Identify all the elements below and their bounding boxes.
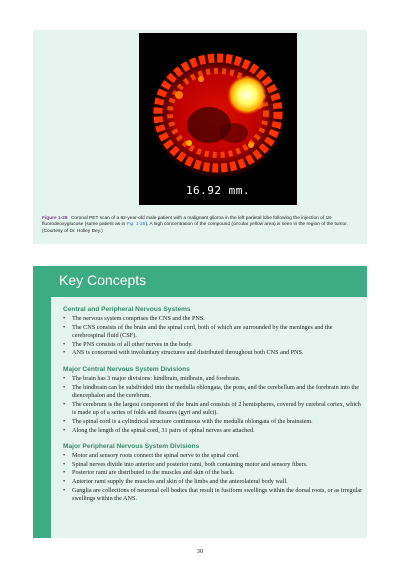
page-number: 30 bbox=[196, 548, 204, 555]
list-item: • Anterior rami supply the muscles and skin of the limbs and the anterolateral body wall. bbox=[63, 478, 363, 487]
list-item: • Ganglia are collections of neuronal cell bodies that result in fusiform swellings within the dorsal roots, or as irregular swellings within the ANS. bbox=[63, 487, 363, 504]
list-item: • The nervous system comprises the CNS and the PNS. bbox=[63, 315, 363, 324]
bullet-list bbox=[63, 375, 363, 435]
caption-text-part2: ). A high concentration of the compound (circular yellow area) is seen in the region of the tumor. (Courtesy of Dr. Holley Dey.) bbox=[42, 222, 348, 234]
list-item: • Motor and sensory roots connect the spinal nerve to the spinal cord. bbox=[63, 452, 363, 461]
caption-figure-link[interactable]: Fig. 1-25 bbox=[126, 222, 146, 228]
section-heading: Central and Peripheral Nervous Systems bbox=[63, 306, 191, 313]
figure-panel bbox=[33, 30, 367, 244]
bullet-list bbox=[63, 315, 363, 358]
list-item: • Along the length of the spinal cord, 31 pairs of spinal nerves are attached. bbox=[63, 427, 363, 436]
key-concepts-header bbox=[33, 266, 367, 297]
key-concepts-side-bar bbox=[33, 297, 51, 538]
figure-caption bbox=[42, 216, 362, 235]
list-item: • Spinal nerves divide into anterior and posterior rami, both containing motor and sensory fibers. bbox=[63, 461, 363, 470]
pet-scan-image bbox=[139, 33, 297, 205]
caption-text-part1: Coronal PET scan of a 62-year-old male patient with a malignant glioma in the left parietal lobe following the injection of 18-fluorodeoxyglucose (same patient as in bbox=[42, 216, 333, 228]
list-item: • The PNS consists of all other nerves in the body. bbox=[63, 341, 363, 350]
bullet-list bbox=[63, 452, 363, 504]
section-heading: Major Central Nervous System Divisions bbox=[63, 365, 190, 373]
list-item: • The hindbrain can be subdivided into the medulla oblongata, the pons, and the cerebellum and the forebrain into the diencephalon and the cerebrum. bbox=[63, 384, 363, 401]
list-item: • The cerebrum is the largest component of the brain and consists of 2 hemispheres, covered by cerebral cortex, which is made up of a series of folds and fissures (gyri and sulci). bbox=[63, 401, 363, 418]
key-concepts-body bbox=[63, 306, 363, 504]
list-item: • The spinal cord is a cylindrical structure continuous with the medulla oblongata of the brainstem. bbox=[63, 418, 363, 427]
list-item: • Posterior rami are distributed to the muscles and skin of the back. bbox=[63, 469, 363, 478]
section-heading: Major Peripheral Nervous System Divisions bbox=[63, 443, 200, 451]
scale-label: 16.92 mm. bbox=[185, 184, 251, 197]
list-item: • The brain has 3 major divisions: hindbrain, midbrain, and forebrain. bbox=[63, 375, 363, 384]
caption-figure-label: Figure 1-28 bbox=[42, 216, 68, 221]
key-concepts-panel bbox=[33, 266, 367, 538]
pet-scan-graphic bbox=[139, 33, 297, 205]
list-item: • ANS is concerned with involuntary structures and distributed throughout both CNS and PNS. bbox=[63, 349, 363, 358]
key-concepts-title: Key Concepts bbox=[59, 272, 147, 288]
list-item: • The CNS consists of the brain and the spinal cord, both of which are surrounded by the meninges and the cerebrospinal fluid (CSF). bbox=[63, 324, 363, 341]
